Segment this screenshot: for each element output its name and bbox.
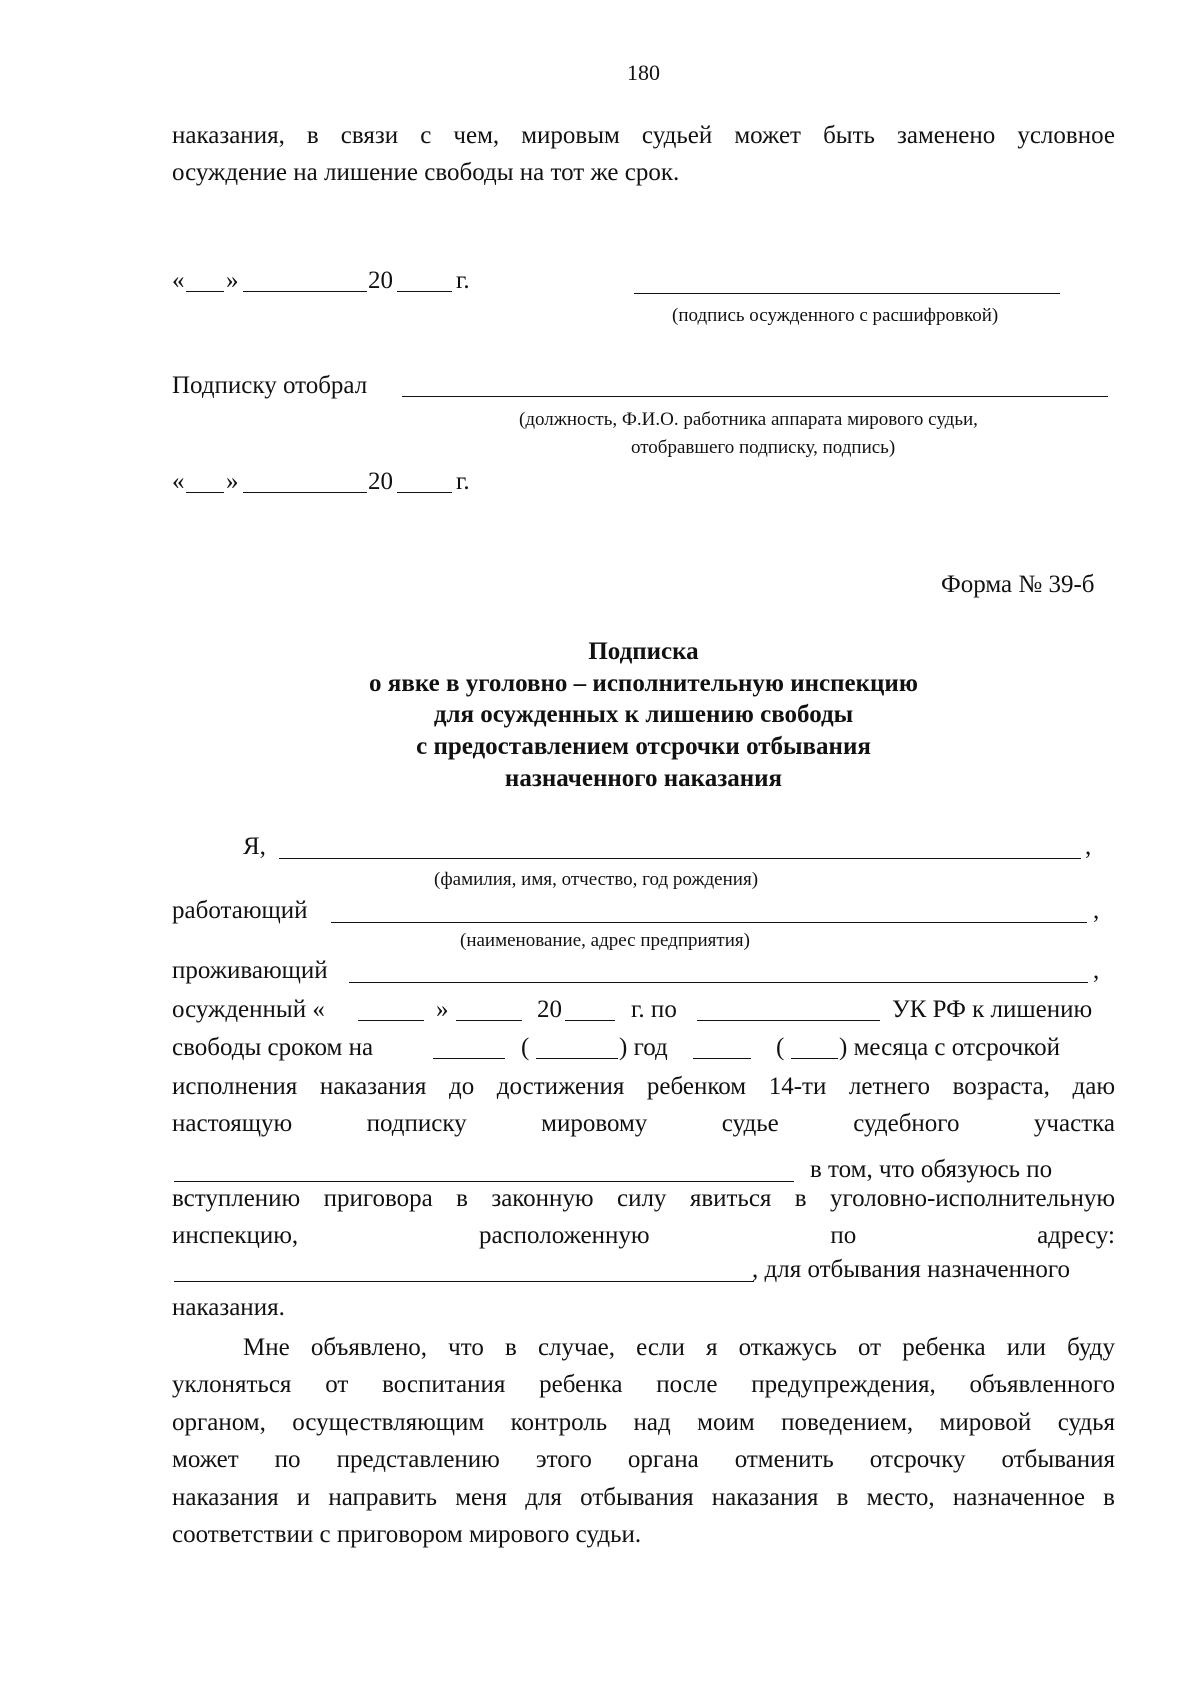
warning-line-2: уклоняться от воспитания ребенка после предупреждения, объявленного (172, 1371, 1115, 1399)
i-label: Я, (243, 833, 266, 860)
convicted-day-line[interactable] (358, 1020, 424, 1021)
punishment-end: наказания. (172, 1294, 285, 1321)
convicted-year-line[interactable] (565, 1020, 615, 1021)
living-label: проживающий (172, 957, 328, 984)
address-line: инспекцию, расположенную по адресу: (172, 1222, 1115, 1249)
warning-line-3: органом, осуществляющим контроль над моим поведением, мировой судья (172, 1408, 1115, 1436)
date-open-quote-2: « (172, 468, 185, 495)
title-line-1: Подписка (588, 638, 699, 665)
taken-by-caption-1: (должность, Ф.И.О. работника аппарата мирового судьи, (519, 409, 978, 430)
working-comma: , (1093, 897, 1100, 924)
working-label: работающий (172, 897, 308, 924)
warning-line-5: наказания и направить меня для отбывания наказания в место, назначенное в (172, 1483, 1115, 1511)
article-line[interactable] (697, 1020, 880, 1021)
months-digit-line[interactable] (693, 1058, 751, 1059)
date-close-quote: » (226, 267, 239, 294)
document-title (0, 636, 1200, 795)
year-suffix: г. (456, 267, 470, 294)
day-blank-2[interactable] (186, 492, 224, 493)
entry-line: вступлению приговора в законную силу явиться в уголовно-исполнительную (172, 1185, 1115, 1212)
convicted-close-quote: » (436, 996, 449, 1023)
form-number: Форма № 39-б (941, 571, 1095, 598)
warning-line-4: может по представлению этого органа отменить отсрочку отбывания (172, 1446, 1115, 1474)
year-prefix: 20 (368, 267, 393, 294)
working-caption: (наименование, адрес предприятия) (460, 930, 750, 951)
month-blank[interactable] (243, 291, 367, 292)
term-label: свободы сроком на (172, 1034, 374, 1061)
intro-line-2: осуждение на лишение свободы на тот же срок. (172, 159, 680, 187)
months-words-line[interactable] (791, 1058, 838, 1059)
year-prefix-2: 20 (368, 468, 393, 495)
name-comma: , (1085, 833, 1092, 860)
warning-paragraph (172, 1329, 1115, 1553)
taken-by-line[interactable] (402, 396, 1108, 397)
intro-paragraph (172, 117, 1115, 192)
warning-line-6: соответствии с приговором мирового судьи. (172, 1521, 642, 1549)
convicted-by: г. по (631, 996, 677, 1023)
months-paren-open: ( (776, 1034, 785, 1061)
execution-line: исполнения наказания до достижения ребенком 14-ти летнего возраста, даю (172, 1073, 1115, 1100)
page-number: 180 (627, 60, 660, 85)
year-blank-2[interactable] (397, 492, 452, 493)
uk-rf: УК РФ к лишению (892, 996, 1093, 1023)
convicted-year: 20 (537, 996, 562, 1023)
inspection-address-line[interactable] (174, 1281, 754, 1282)
working-line[interactable] (331, 922, 1087, 923)
years-words-line[interactable] (536, 1058, 618, 1059)
for-serving-text: , для отбывания назначенного (752, 1256, 1071, 1283)
years-paren-close: ) год (619, 1034, 668, 1061)
name-line[interactable] (279, 858, 1081, 859)
years-paren-open: ( (521, 1034, 530, 1061)
year-blank[interactable] (397, 291, 452, 292)
taken-by-caption-2: отобравшего подписку, подпись) (631, 437, 896, 458)
month-blank-2[interactable] (243, 492, 367, 493)
convicted-label: осужденный « (172, 996, 325, 1023)
name-caption: (фамилия, имя, отчество, год рождения) (434, 869, 759, 890)
months-paren-close: ) месяца с отсрочкой (839, 1034, 1060, 1061)
warning-line-1: Мне объявлено, что в случае, если я откажусь от ребенка или буду (243, 1334, 1115, 1361)
convict-signature-caption: (подпись осужденного с расшифровкой) (672, 305, 999, 326)
living-line[interactable] (349, 982, 1088, 983)
title-line-5: назначенного наказания (504, 764, 783, 792)
date-close-quote-2: » (226, 468, 239, 495)
obligation-text: в том, что обязуюсь по (810, 1156, 1053, 1183)
judge-line: настоящую подписку мировому судье судебного участка (172, 1110, 1115, 1137)
title-line-2: о явке в уголовно – исполнительную инспекцию (369, 669, 918, 697)
years-digit-line[interactable] (433, 1058, 505, 1059)
year-suffix-2: г. (456, 468, 470, 495)
taken-by-label: Подписку отобрал (172, 372, 368, 399)
convict-signature-line[interactable] (634, 293, 1060, 294)
date-open-quote: « (172, 267, 185, 294)
convicted-month-line[interactable] (456, 1020, 522, 1021)
title-line-4: с предоставлением отсрочки отбывания (416, 733, 871, 761)
day-blank[interactable] (186, 291, 224, 292)
living-comma: , (1093, 957, 1100, 984)
intro-line-1: наказания, в связи с чем, мировым судьей может быть заменено условное (172, 122, 1115, 149)
title-line-3: для осужденных к лишению свободы (433, 701, 854, 729)
